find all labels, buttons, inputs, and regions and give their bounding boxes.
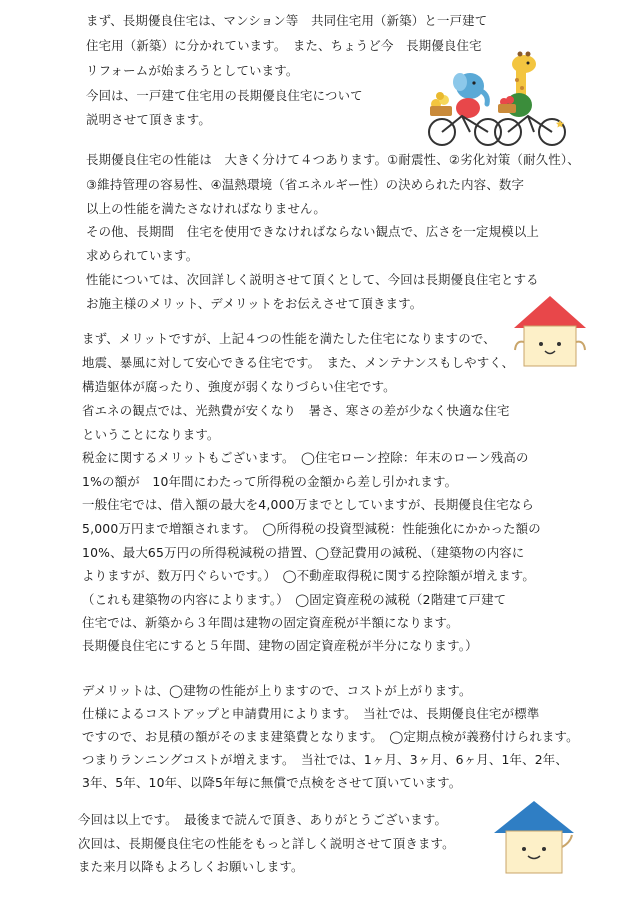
red-roof-icon: [514, 296, 586, 328]
text-line: 省エネの観点では、光熱費が安くなり 暑さ、寒さの差が少なく快適な住宅: [82, 403, 510, 418]
text-line: また来月以降もよろしくお願いします。: [78, 859, 304, 874]
flower-basket-icon: [430, 92, 452, 116]
text-line: 今回は、一戸建て住宅用の長期優良住宅について: [86, 88, 363, 103]
text-line: まず、長期優良住宅は、マンション等 共同住宅用（新築）と一戸建て: [86, 13, 488, 28]
red-roof-house-character: [510, 292, 590, 372]
text-line: 性能については、次回詳しく説明させて頂くとして、今回は長期優良住宅とする: [86, 272, 539, 287]
bicycle-icon: [429, 116, 565, 145]
elephant-icon: [453, 73, 487, 118]
text-line: 5,000万円まで増額されます。 ◯所得税の投資型減税：性能強化にかかった額の: [82, 521, 541, 536]
bicycle-characters-illustration: [424, 50, 574, 150]
text-line: 長期優良住宅にすると５年間、建物の固定資産税が半分になります。）: [82, 638, 478, 653]
text-line: 次回は、長期優良住宅の性能をもっと詳しく説明させて頂きます。: [78, 836, 455, 851]
arm-icon: [576, 342, 585, 350]
text-line: 税金に関するメリットもございます。 ◯住宅ローン控除：年末のローン残高の: [82, 450, 529, 465]
text-line: 長期優良住宅の性能は 大きく分けて４つあります。①耐震性、②劣化対策（耐久性）、: [86, 152, 580, 167]
text-line: 住宅用（新築）に分かれています。 また、ちょうど今 長期優良住宅: [86, 38, 482, 53]
text-line: 地震、暴風に対して安心できる住宅です。 また、メンテナンスもしやすく、: [82, 355, 515, 370]
apple-basket-icon: [498, 96, 516, 113]
text-line: よりますが、数万円ぐらいです。） ◯不動産取得税に関する控除額が増えます。: [82, 568, 535, 583]
blue-roof-house-character: [490, 795, 578, 879]
text-line: お施主様のメリット、デメリットをお伝えさせて頂きます。: [86, 296, 423, 311]
text-line: デメリットは、◯建物の性能が上りますので、コストが上がります。: [82, 683, 472, 698]
text-line: 仕様によるコストアップと申請費用によります。 当社では、長期優良住宅が標準: [82, 706, 540, 721]
text-line: リフォームが始まろうとしています。: [86, 63, 299, 78]
house-body-icon: [524, 326, 576, 366]
text-line: 10%、最大65万円の所得税減税の措置、◯登記費用の減税、（建築物の内容に: [82, 545, 525, 560]
text-line: 構造躯体が腐ったり、強度が弱くなりづらい住宅です。: [82, 379, 396, 394]
text-line: 説明させて頂きます。: [86, 112, 211, 127]
text-line: （これも建築物の内容によります。） ◯固定資産税の減税（2階建て戸建て: [82, 592, 507, 607]
eye-icon: [539, 342, 543, 346]
text-line: 求められています。: [86, 248, 199, 263]
text-line: まず、メリットですが、上記４つの性能を満たした住宅になりますので、: [82, 331, 496, 346]
text-line: ということになります。: [82, 427, 220, 442]
text-line: 以上の性能を満たさなければなりません。: [86, 201, 326, 216]
text-line: 住宅では、新築から３年間は建物の固定資産税が半額になります。: [82, 615, 459, 630]
text-line: ③維持管理の容易性、④温熱環境（省エネルギー性）の決められた内容、数字: [86, 177, 525, 192]
text-line: つまりランニングコストが増えます。 当社では、1ヶ月、3ヶ月、6ヶ月、1年、2年、: [82, 752, 568, 767]
text-line: ですので、お見積の額がそのまま建築費となります。 ◯定期点検が義務付けられます。: [82, 729, 579, 744]
arm-icon: [562, 835, 572, 847]
eye-icon: [557, 342, 561, 346]
text-line: 一般住宅では、借入額の最大を4,000万までとしていますが、長期優良住宅なら: [82, 497, 534, 512]
text-line: 今回は以上です。 最後まで読んで頂き、ありがとうございます。: [78, 812, 448, 827]
text-line: その他、長期間 住宅を使用できなければならない観点で、広さを一定規模以上: [86, 224, 540, 239]
eye-icon: [522, 847, 526, 851]
blue-roof-icon: [494, 801, 574, 833]
eye-icon: [542, 847, 546, 851]
arm-icon: [515, 342, 524, 350]
text-line: 1%の額が 10年間にわたって所得税の金額から差し引かれます。: [82, 474, 458, 489]
text-line: 3年、5年、10年、以降5年毎に無償で点検をさせて頂いています。: [82, 775, 462, 790]
house-body-icon: [506, 831, 562, 873]
